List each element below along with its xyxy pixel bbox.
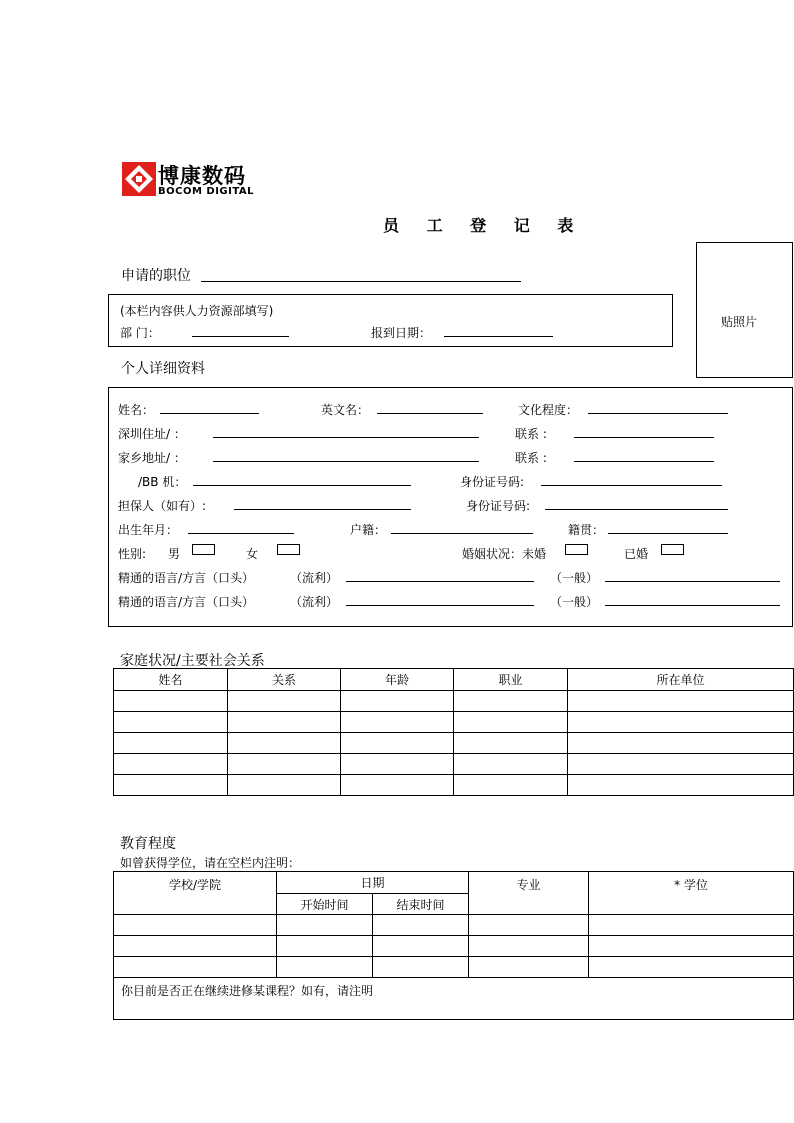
hr-box (108, 294, 673, 347)
english-name-label: 英文名： (321, 403, 370, 417)
table-row (114, 915, 794, 936)
table-cell[interactable] (114, 915, 277, 936)
further-study-question: 你目前是否正在继续进修某课程？如有，请注明 (121, 984, 374, 998)
family-header-row (114, 669, 794, 691)
logo-english-text: BOCOM DIGITAL (158, 186, 255, 197)
birth-label: 出生年月： (118, 523, 179, 537)
general1-field[interactable] (605, 581, 780, 582)
table-cell[interactable] (114, 691, 228, 712)
table-cell[interactable] (373, 915, 469, 936)
female-label: 女 (246, 547, 259, 561)
family-header-occupation: 职业 (454, 669, 568, 691)
table-cell[interactable] (568, 691, 794, 712)
logo-chinese-text: 博康数码 (158, 164, 246, 188)
education-header-degree: * 学位 (589, 872, 794, 915)
language1-label: 精通的语言/方言（口头） (118, 571, 255, 585)
table-cell[interactable] (114, 957, 277, 978)
married-label: 已婚 (624, 547, 649, 561)
education-header-row (114, 872, 794, 894)
male-label: 男 (168, 547, 181, 561)
photo-box (696, 242, 793, 378)
married-checkbox[interactable] (661, 544, 684, 555)
personal-heading: 个人详细资料 (121, 361, 205, 377)
family-header-relation: 关系 (228, 669, 341, 691)
education-table (113, 871, 794, 1020)
table-row (114, 754, 794, 775)
table-cell[interactable] (454, 712, 568, 733)
position-field[interactable] (201, 281, 521, 282)
gender-label: 性别: (118, 547, 147, 561)
bb-label: /BB 机： (138, 475, 187, 489)
education-header-school: 学校/学院 (114, 872, 277, 915)
table-row (114, 691, 794, 712)
id2-field[interactable] (545, 509, 728, 510)
table-cell[interactable] (341, 691, 454, 712)
table-cell[interactable] (454, 733, 568, 754)
education-header-major: 专业 (469, 872, 589, 915)
dept-label: 部 门： (120, 326, 160, 340)
education-header-start: 开始时间 (277, 894, 373, 915)
table-cell[interactable] (454, 691, 568, 712)
bocom-logo-icon (122, 162, 156, 196)
report-date-label: 报到日期： (371, 326, 432, 340)
table-row (114, 775, 794, 796)
table-cell[interactable] (114, 754, 228, 775)
contact1-label: 联系 : (515, 427, 547, 441)
photo-label: 贴照片 (721, 315, 758, 329)
table-cell[interactable] (454, 754, 568, 775)
sz-address-label: 深圳住址/ ： (118, 427, 186, 441)
table-cell[interactable] (454, 775, 568, 796)
guarantor-label: 担保人（如有）: (118, 499, 207, 513)
further-study-row (114, 978, 794, 1020)
table-cell[interactable] (228, 754, 341, 775)
table-cell[interactable] (373, 957, 469, 978)
table-cell[interactable] (114, 936, 277, 957)
fluent1-label: （流利） (290, 571, 339, 585)
family-table (113, 668, 794, 796)
native-field[interactable] (608, 533, 728, 534)
table-cell[interactable] (277, 915, 373, 936)
contact1-field[interactable] (574, 437, 714, 438)
language2-label: 精通的语言/方言（口头） (118, 595, 255, 609)
table-row (114, 936, 794, 957)
family-heading: 家庭状况/主要社会关系 (120, 653, 265, 669)
table-cell[interactable] (469, 936, 589, 957)
hr-note: (本栏内容供人力资源部填写) (120, 304, 274, 318)
report-date-field[interactable] (444, 336, 553, 337)
table-cell[interactable] (341, 712, 454, 733)
education-header-end: 结束时间 (373, 894, 469, 915)
further-study-cell[interactable] (114, 978, 794, 1020)
family-header-age: 年龄 (341, 669, 454, 691)
form-title: 员 工 登 记 表 (383, 216, 585, 235)
guarantor-field[interactable] (234, 509, 411, 510)
table-cell[interactable] (228, 712, 341, 733)
education-header-date: 日期 (277, 872, 469, 894)
native-label: 籍贯： (568, 523, 605, 537)
contact2-field[interactable] (574, 461, 714, 462)
table-cell[interactable] (341, 733, 454, 754)
table-row (114, 733, 794, 754)
table-cell[interactable] (469, 957, 589, 978)
table-cell[interactable] (589, 936, 794, 957)
table-cell[interactable] (114, 712, 228, 733)
fluent2-label: （流利） (290, 595, 339, 609)
dept-field[interactable] (192, 336, 289, 337)
female-checkbox[interactable] (277, 544, 300, 555)
home-address-label: 家乡地址/ ： (118, 451, 186, 465)
id2-label: 身份证号码: (466, 499, 531, 513)
general2-field[interactable] (605, 605, 780, 606)
table-cell[interactable] (589, 957, 794, 978)
table-cell[interactable] (373, 936, 469, 957)
table-cell[interactable] (568, 775, 794, 796)
table-cell[interactable] (277, 936, 373, 957)
table-cell[interactable] (228, 691, 341, 712)
hukou-label: 户籍： (350, 523, 387, 537)
name-field[interactable] (160, 413, 259, 414)
unmarried-checkbox[interactable] (565, 544, 588, 555)
table-cell[interactable] (469, 915, 589, 936)
table-cell[interactable] (228, 733, 341, 754)
education-level-field[interactable] (588, 413, 728, 414)
fluent1-field[interactable] (346, 581, 534, 582)
id1-label: 身份证号码: (460, 475, 525, 489)
fluent2-field[interactable] (346, 605, 534, 606)
birth-field[interactable] (188, 533, 294, 534)
table-cell[interactable] (568, 754, 794, 775)
home-address-field[interactable] (213, 461, 479, 462)
english-name-field[interactable] (377, 413, 483, 414)
marital-label: 婚姻状况：未婚 (462, 547, 547, 561)
education-level-label: 文化程度： (518, 403, 579, 417)
table-cell[interactable] (114, 733, 228, 754)
education-note: 如曾获得学位，请在空栏内注明： (120, 856, 301, 870)
general1-label: （一般） (550, 571, 599, 585)
family-header-employer: 所在单位 (568, 669, 794, 691)
id1-field[interactable] (541, 485, 722, 486)
table-cell[interactable] (568, 733, 794, 754)
general2-label: （一般） (550, 595, 599, 609)
table-cell[interactable] (228, 775, 341, 796)
name-label: 姓名： (118, 403, 155, 417)
position-label: 申请的职位 (121, 268, 191, 284)
sz-address-field[interactable] (213, 437, 479, 438)
education-heading: 教育程度 (120, 836, 176, 852)
table-row (114, 712, 794, 733)
hukou-field[interactable] (391, 533, 533, 534)
table-cell[interactable] (341, 754, 454, 775)
contact2-label: 联系 : (515, 451, 547, 465)
table-row (114, 957, 794, 978)
table-cell[interactable] (589, 915, 794, 936)
table-cell[interactable] (568, 712, 794, 733)
table-cell[interactable] (277, 957, 373, 978)
personal-box (108, 387, 793, 627)
table-cell[interactable] (341, 775, 454, 796)
male-checkbox[interactable] (192, 544, 215, 555)
bb-field[interactable] (193, 485, 411, 486)
table-cell[interactable] (114, 775, 228, 796)
family-header-name: 姓名 (114, 669, 228, 691)
